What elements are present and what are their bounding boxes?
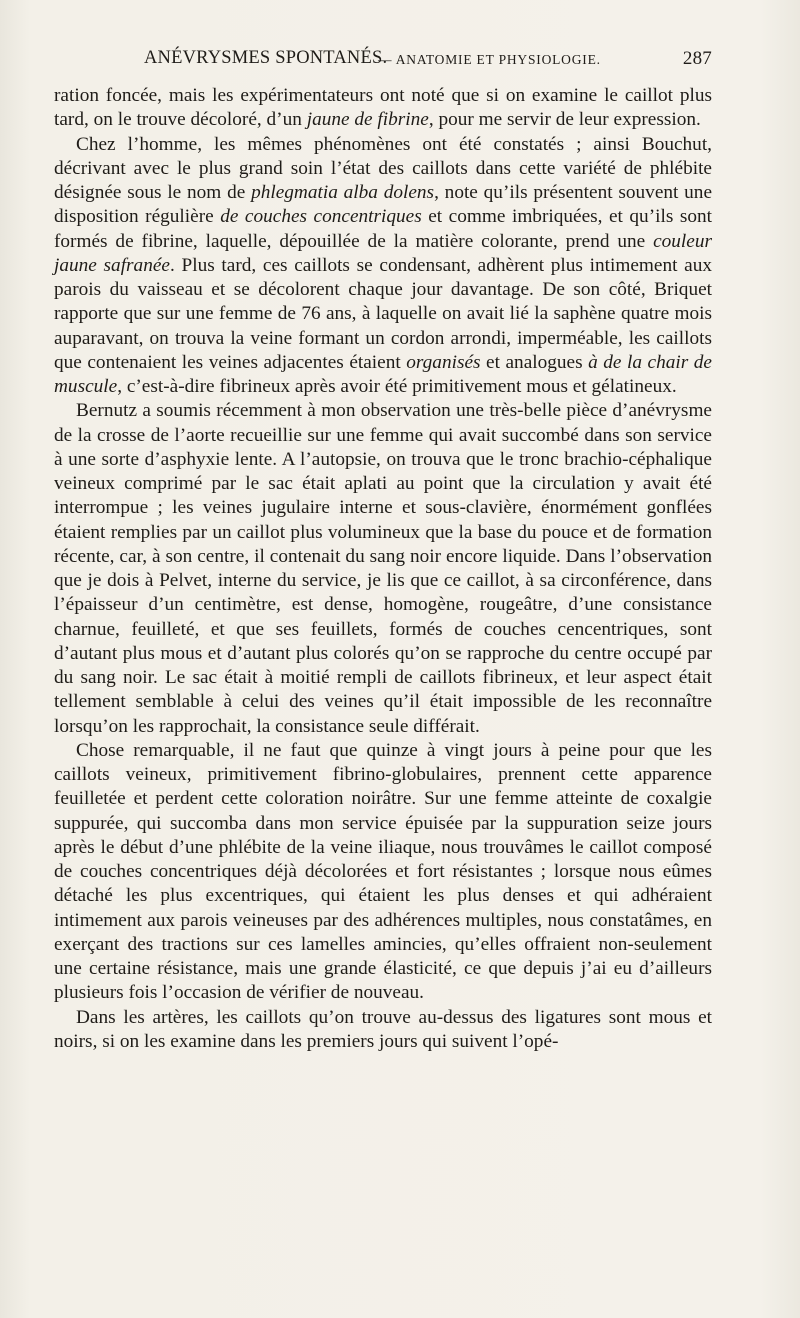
body-text [54, 84, 712, 1054]
paragraph [54, 739, 712, 1006]
italic-text: couleur jaune safranée [54, 230, 712, 276]
paragraph [54, 399, 712, 739]
text-run: et comme imbriquées, et qu’ils sont formés de fibrine, laquelle, dépouillée de la matière colorante, prend une [54, 206, 712, 252]
text-run: ration foncée, mais les expérimentateurs ont noté que si on examine le caillot plus tard, on le trouve décoloré, d’un [54, 85, 712, 131]
text-run: , c’est-à-dire fibrineux après avoir été primitivement mous et gélatineux. [117, 376, 677, 397]
text-run: Chose remarquable, il ne faut que quinze à vingt jours à peine pour que les caillots veineux, primitivement fibrino-globulaires, prennent cette apparence feuilletée et perdent cette coloration noirâtre. Sur une femme atteinte de coxalgie suppurée, qui succomba dans mon service épuisée par la suppuration seize jours après le début d’une phlébite de la veine iliaque, nous trouvâmes le caillot composé de couches concentriques déjà décolorées et fort résistantes ; lorsque nous eûmes détaché les plus excentriques, qui étaient les plus denses et qui adhéraient intimement aux parois veineuses par des adhérences multiples, nous constatâmes, en exerçant des tractions sur ces lamelles amincies, qu’elles offraient non-seulement une certaine résistance, mais une grande élasticité, ce que depuis j’ai eu d’ailleurs plusieurs fois l’occasion de vérifier de nouveau. [54, 739, 712, 1004]
italic-text: organisés [406, 351, 481, 373]
paragraph [54, 133, 712, 400]
text-run: Bernutz a soumis récemment à mon observation une très-belle pièce d’anévrysme de la crosse de l’aorte recueillie sur une femme qui avait succombé dans son service à une sorte d’asphyxie lente. A l’autopsie, on trouva que le tronc brachio-céphalique veineux comprimé par le sac était aplati au point que la circulation y avait été interrompue ; les veines jugulaire interne et sous-clavière, énormément gonflées étaient remplies par un caillot plus volumineux que la base du pouce et de formation récente, car, à son centre, il contenait du sang noir encore liquide. Dans l’observation que je dois à Pelvet, interne du service, je lis que ce caillot, à sa circonférence, dans l’épaisseur d’un centimètre, est dense, homogène, rougeâtre, d’une consistance charnue, feuilleté, et que ses feuillets, formés de couches cencentriques, sont d’autant plus mous et d’autant plus colorés qu’on se rapproche du centre occupé par du sang noir. Le sac était à moitié rempli de caillots fibrineux, et leur aspect était tellement semblable à celui des veines qu’il était impossible de les reconnaître lorsqu’on les rapprochait, la consistance seule différait. [54, 400, 712, 737]
text-run: et analogues [480, 351, 589, 373]
paragraph [54, 84, 712, 133]
italic-text: à de la chair de muscule [54, 351, 712, 397]
text-run: Chez l’homme, les mêmes phénomènes ont été constatés ; ainsi Bouchut, décrivant avec le plus grand soin l’état des caillots dans cette variété de phlébite désignée sous le nom de [54, 133, 712, 203]
italic-text: jaune de fibrine [306, 109, 429, 131]
text-run: Dans les artères, les caillots qu’on trouve au-dessus des ligatures sont mous et noirs, si on les examine dans les premiers jours qui suivent l’opé- [54, 1006, 712, 1052]
text-run: , note qu’ils présentent souvent une disposition régulière [54, 182, 712, 228]
running-head [54, 48, 712, 74]
italic-text: de couches concentriques [220, 206, 422, 228]
running-head-subtitle: — ANATOMIE ET PHYSIOLOGIE. [378, 52, 601, 67]
paragraph [54, 1006, 712, 1055]
text-run: . Plus tard, ces caillots se condensant, adhèrent plus intimement aux parois du vaisseau et se décolorent chaque jour davantage. De son côté, Briquet rapporte que sur une femme de 76 ans, à laquelle on avait lié la saphène quatre mois auparavant, on trouva la veine formant un cordon arrondi, imperméable, les caillots que contenaient les veines adjacentes étaient [54, 254, 712, 373]
page-number: 287 [682, 48, 712, 69]
italic-text: phlegmatia alba dolens [251, 182, 435, 203]
running-head-title: ANÉVRYSMES SPONTANÉS. [144, 48, 388, 68]
text-run: , pour me servir de leur expression. [428, 109, 701, 131]
